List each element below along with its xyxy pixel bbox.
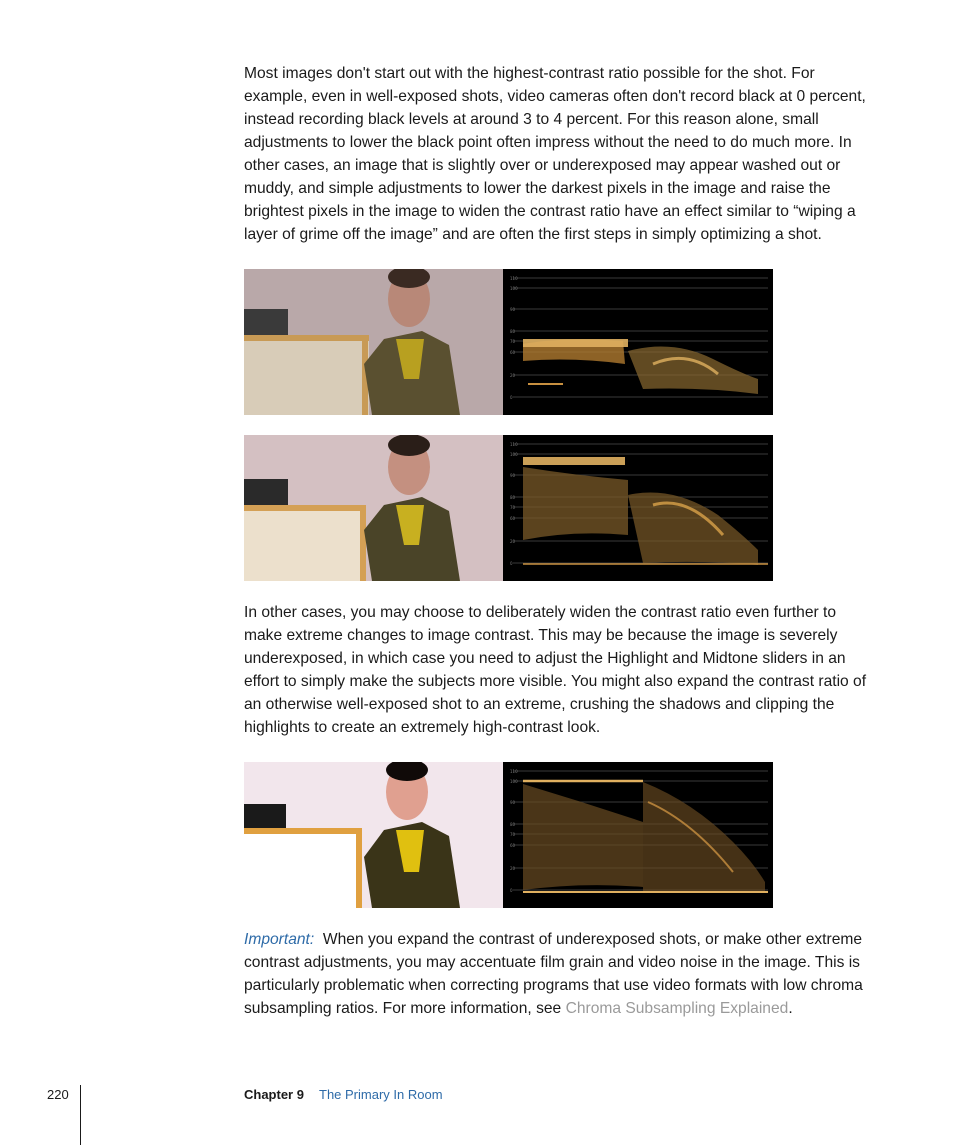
scale-label: 90 (510, 307, 516, 312)
scale-label: 110 (510, 769, 518, 774)
scale-label: 60 (510, 516, 516, 521)
scale-label: 80 (510, 495, 516, 500)
waveform-monitor (503, 269, 773, 415)
scale-label: 100 (510, 452, 518, 457)
scale-label: 60 (510, 350, 516, 355)
scale-label: 0 (510, 395, 513, 400)
video-frame-image (244, 435, 503, 581)
scale-label: 90 (510, 800, 516, 805)
chroma-subsampling-link[interactable]: Chroma Subsampling Explained (565, 1000, 789, 1017)
scale-label: 20 (510, 539, 516, 544)
chapter-label: Chapter 9 (244, 1087, 304, 1102)
scale-label: 90 (510, 473, 516, 478)
intro-paragraph: Most images don't start out with the highest-contrast ratio possible for the shot. For example, even in well-exposed shots, video cameras often don't record black at 0 percent, instead recording black levels at around 3 to 4 percent. For this reason alone, small adjustments to lower the black point often impress without the need to do much more. In other cases, an image that is slightly over or underexposed may appear washed out or muddy, and simple adjustments to lower the darkest pixels in the image and raise the brightest pixels in the image to widen the contrast ratio have an effect similar to “wiping a layer of grime off the image” and are often the first steps in simply optimizing a shot. (244, 65, 866, 243)
scale-label: 100 (510, 286, 518, 291)
waveform-monitor (503, 762, 773, 908)
extreme-contrast-paragraph: In other cases, you may choose to deliberately widen the contrast ratio even further to make extreme changes to image contrast. This may be because the image is severely underexposed, in which case you need to adjust the Highlight and Midtone sliders in an effort to simply make the subjects more visible. You might also expand the contrast ratio of an otherwise well-exposed shot to an extreme, crushing the shadows and clipping the highlights to create an extremely high-contrast look. (244, 604, 867, 736)
important-body: When you expand the contrast of underexposed shots, or make other extreme contrast adjustments, you may accentuate film grain and video noise in the image. This is particularly problematic when correcting programs that use video formats with low chroma subsampling ratios. For more information, see (244, 931, 863, 1017)
scale-label: 20 (510, 373, 516, 378)
figure-extreme-contrast (244, 762, 773, 908)
important-end: . (788, 1000, 793, 1017)
scale-label: 0 (510, 888, 513, 893)
footer-divider (80, 1085, 81, 1145)
important-label: Important: (244, 931, 315, 948)
scale-label: 110 (510, 276, 518, 281)
scale-label: 80 (510, 329, 516, 334)
scale-label: 110 (510, 442, 518, 447)
figure-original-contrast (244, 269, 773, 415)
scale-label: 70 (510, 339, 516, 344)
scale-label: 0 (510, 561, 513, 566)
page-number: 220 (47, 1087, 69, 1102)
figure-adjusted-contrast (244, 435, 773, 581)
waveform-monitor (503, 435, 773, 581)
scale-label: 60 (510, 843, 516, 848)
scale-label: 70 (510, 832, 516, 837)
chapter-title-link[interactable]: The Primary In Room (319, 1087, 443, 1102)
scale-label: 20 (510, 866, 516, 871)
video-frame-image (244, 762, 503, 908)
scale-label: 100 (510, 779, 518, 784)
scale-label: 80 (510, 822, 516, 827)
important-note (244, 928, 876, 1020)
video-frame-image (244, 269, 503, 415)
scale-label: 70 (510, 505, 516, 510)
